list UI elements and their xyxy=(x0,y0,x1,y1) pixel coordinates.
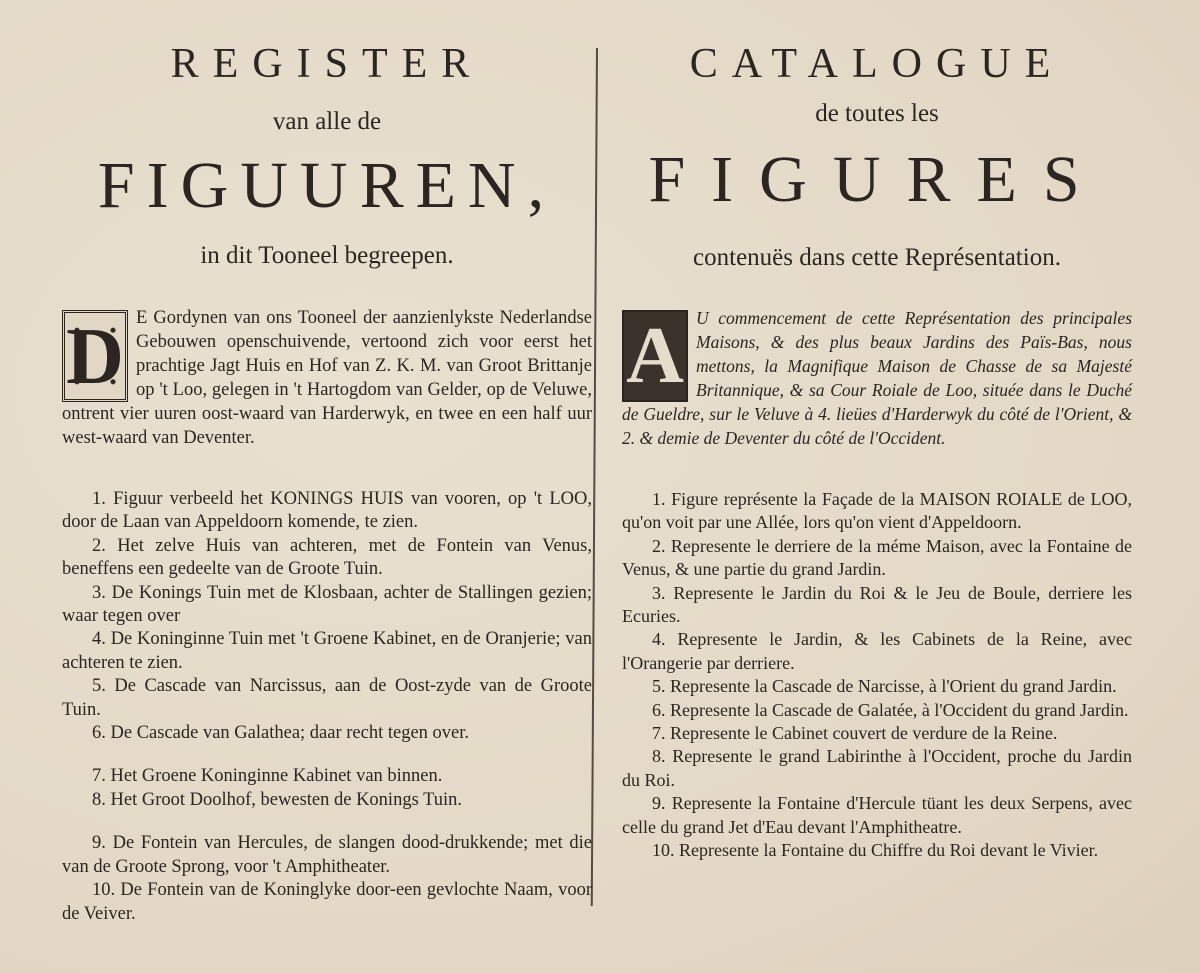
catalogue-subtitle: de toutes les xyxy=(815,100,939,127)
catalogue-items-list xyxy=(622,488,1132,863)
list-item: 5. Represente la Cascade de Narcisse, à l'Orient du grand Jardin. xyxy=(652,676,1117,697)
list-item: 3. Represente le Jardin du Roi & le Jeu de Boule, derriere les Ecuries. xyxy=(622,582,1132,627)
ornamental-initial-a-icon: A xyxy=(622,310,688,402)
spacer xyxy=(62,745,592,765)
register-items-list xyxy=(62,488,592,926)
list-item: 4. De Koninginne Tuin met 't Groene Kabinet, en de Oranjerie; van achteren te zien. xyxy=(62,629,593,673)
list-item: 5. De Cascade van Narcissus, aan de Oost-zyde van de Groote Tuin. xyxy=(62,676,593,720)
list-item: 4. Represente le Jardin, & les Cabinets de la Reine, avec l'Orangerie par derriere. xyxy=(622,629,1132,673)
list-item: 1. Figuur verbeeld het KONINGS HUIS van vooren, op 't LOO, door de Laan van Appeldoorn komende, te zien. xyxy=(62,489,593,533)
list-item: 2. Represente le derriere de la méme Maison, avec la Fontaine de Venus, & une partie du grand Jardin. xyxy=(622,535,1133,580)
list-item: 8. Represente le grand Labirinthe à l'Occident, proche du Jardin du Roi. xyxy=(622,746,1133,790)
list-item: 7. Het Groene Koninginne Kabinet van binnen. xyxy=(92,766,443,787)
register-title: REGISTER xyxy=(170,41,484,87)
list-item: 9. De Fontein van Hercules, de slangen dood-drukkende; met die van de Groote Sprong, voor 't Amphitheater. xyxy=(62,833,592,877)
list-item: 6. Represente la Cascade de Galatée, à l'Occident du grand Jardin. xyxy=(652,699,1129,720)
register-intro-paragraph xyxy=(62,306,592,450)
list-item: 7. Represente le Cabinet couvert de verdure de la Reine. xyxy=(652,723,1058,744)
catalogue-description: contenuës dans cette Représentation. xyxy=(693,244,1061,271)
list-item: 1. Figure représente la Façade de la MAISON ROIALE de LOO, qu'on voit par une Allée, lors qu'on vient d'Appeldoorn. xyxy=(622,489,1132,533)
list-item: 10. De Fontein van de Koninglyke door-een gevlochte Naam, voor de Veiver. xyxy=(62,880,592,924)
register-big-title: FIGUUREN, xyxy=(97,149,557,222)
ornamental-initial-d-icon: D xyxy=(62,310,128,402)
list-item: 2. Het zelve Huis van achteren, met de Fontein van Venus, beneffens een gedeelte van de Groote Tuin. xyxy=(62,535,593,580)
list-item: 6. De Cascade van Galathea; daar recht tegen over. xyxy=(92,723,470,744)
list-item: 9. Represente la Fontaine d'Hercule tüant les deux Serpens, avec celle du grand Jet d'Eau devant l'Amphitheatre. xyxy=(622,793,1132,837)
catalogue-big-title: FIGURES xyxy=(648,143,1106,216)
register-subtitle: van alle de xyxy=(272,108,382,135)
spacer xyxy=(62,812,592,832)
list-item: 10. Represente la Fontaine du Chiffre du Roi devant le Vivier. xyxy=(652,840,1099,861)
register-description: in dit Tooneel begreepen. xyxy=(200,242,454,269)
list-item: 8. Het Groot Doolhof, bewesten de Konings Tuin. xyxy=(92,789,462,810)
catalogue-intro-text: U commencement de cette Représentation des principales Maisons, & des plus beaux Jardins des Païs-Bas, nous mettons, la Magnifique Maison de Chasse de sa Majesté Britannique, & sa Cour Roiale de Loo, située dans le Duché de Gueldre, sur le Veluve à 4. lieües d'Harderwyk du côté de l'Orient, & 2. & demie de Deventer du côté de l'Occident. xyxy=(622,308,1132,448)
catalogue-title: CATALOGUE xyxy=(689,41,1065,87)
register-intro-text: E Gordynen van ons Tooneel der aanzienlykste Nederlandse Gebouwen openschuivende, vertoond zich voor eerst het prachtige Jagt Huis en Hof van Z. K. M. van Groot Brittanje op 't Loo, gelegen in 't Hartogdom van Gelder, op de Veluwe, ontrent vier uuren oost-waard van Harderwyk, en twee en een half uur west-waard van Deventer. xyxy=(62,308,592,448)
list-item: 3. De Konings Tuin met de Klosbaan, achter de Stallingen gezien; waar tegen over xyxy=(62,582,592,627)
catalogue-intro-paragraph xyxy=(622,306,1132,450)
